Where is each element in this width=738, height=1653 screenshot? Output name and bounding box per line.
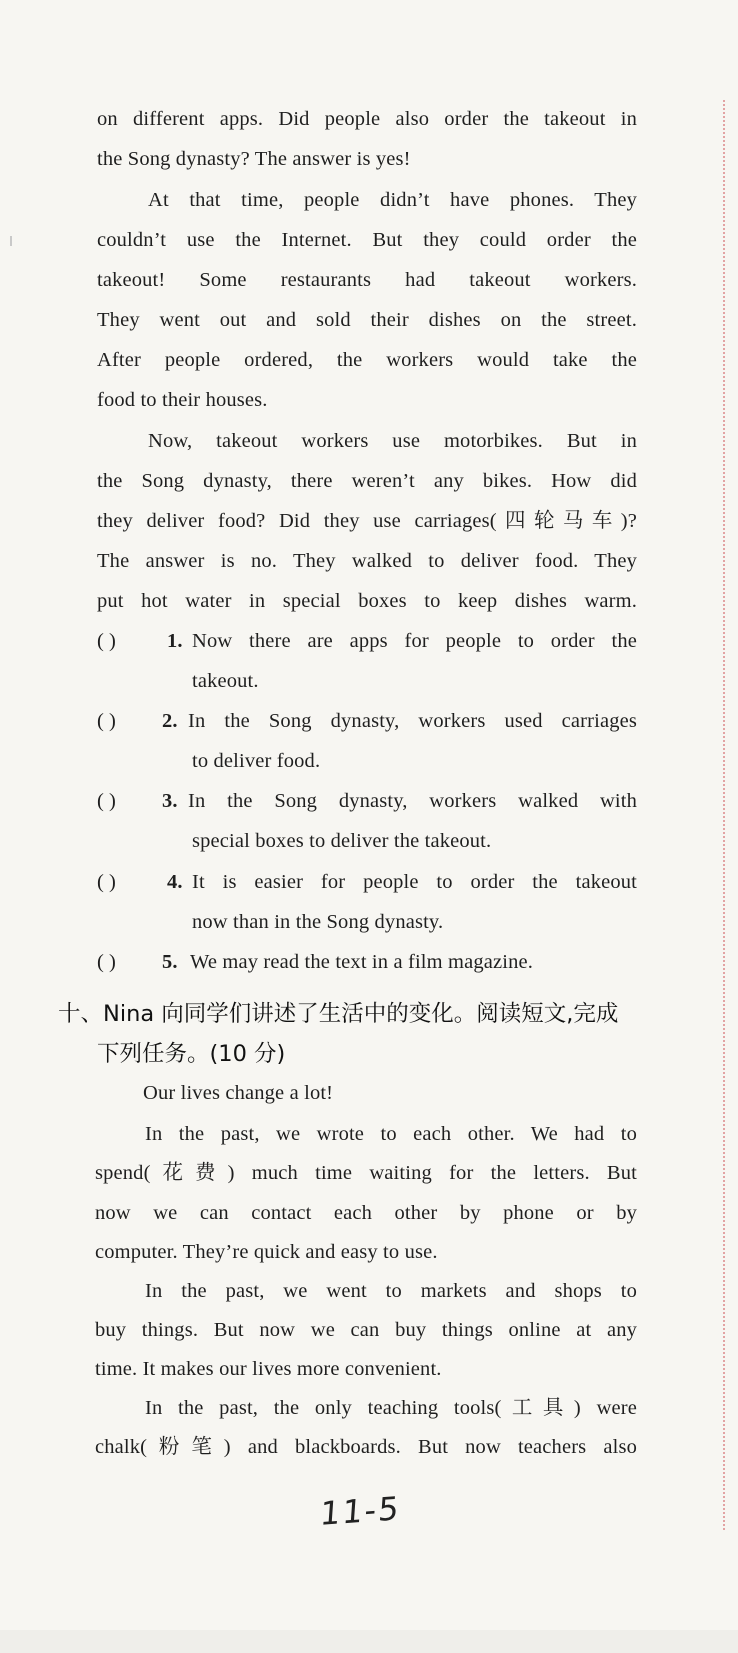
answer-blank[interactable]: ( ) [97, 871, 116, 893]
passage2-title: Our lives change a lot! [143, 1082, 334, 1104]
passage1-line: At that time, people didn’t have phones. They [148, 189, 637, 211]
passage2-line: In the past, we wrote to each other. We had to [145, 1123, 637, 1145]
page-number-handwritten: 11-5 [318, 1489, 402, 1533]
passage1-line: They went out and sold their dishes on the street. [97, 309, 637, 331]
passage1-line: the Song dynasty? The answer is yes! [97, 148, 411, 170]
passage1-line: The answer is no. They walked to deliver food. They [97, 550, 637, 572]
passage2-line: spend(花费) much time waiting for the letters. But [95, 1162, 637, 1184]
passage1-line: put hot water in special boxes to keep dishes warm. [97, 590, 637, 612]
scan-bottom-band [0, 1630, 738, 1653]
answer-blank[interactable]: ( ) [97, 790, 116, 812]
passage2-line: In the past, we went to markets and shops to [145, 1280, 637, 1302]
question-text: takeout. [192, 670, 259, 692]
question-text: It is easier for people to order the takeout [192, 871, 637, 893]
question-text: We may read the text in a film magazine. [190, 951, 534, 973]
passage2-line: now we can contact each other by phone or by [95, 1202, 637, 1224]
passage2-line: In the past, the only teaching tools(工具) were [145, 1397, 637, 1419]
answer-blank[interactable]: ( ) [97, 710, 116, 732]
section-heading: 下列任务。(10 分) [97, 1041, 286, 1067]
passage1-line: Now, takeout workers use motorbikes. But in [148, 430, 637, 452]
answer-blank[interactable]: ( ) [97, 951, 116, 973]
question-text: special boxes to deliver the takeout. [192, 830, 492, 852]
question-number: 5. [162, 951, 178, 973]
question-text: Now there are apps for people to order the [192, 630, 637, 652]
passage1-line: food to their houses. [97, 389, 268, 411]
margin-dotted-line [723, 100, 725, 1530]
question-number: 1. [167, 630, 183, 652]
question-number: 3. [162, 790, 178, 812]
passage2-line: computer. They’re quick and easy to use. [95, 1241, 438, 1263]
passage1-line: couldn’t use the Internet. But they could order the [97, 229, 637, 251]
answer-blank[interactable]: ( ) [97, 630, 116, 652]
passage2-line: buy things. But now we can buy things online at any [95, 1319, 637, 1341]
question-number: 2. [162, 710, 178, 732]
passage1-line: the Song dynasty, there weren’t any bikes. How did [97, 470, 637, 492]
passage1-line: After people ordered, the workers would take the [97, 349, 637, 371]
question-text: now than in the Song dynasty. [192, 911, 444, 933]
question-text: to deliver food. [192, 750, 321, 772]
passage1-line: they deliver food? Did they use carriages(四轮马车)? [97, 510, 637, 532]
question-number: 4. [167, 871, 183, 893]
section-heading: 十、Nina 向同学们讲述了生活中的变化。阅读短文,完成 [58, 1001, 619, 1027]
passage2-line: time. It makes our lives more convenient. [95, 1358, 442, 1380]
passage2-line: chalk(粉笔) and blackboards. But now teachers also [95, 1436, 637, 1458]
question-text: In the Song dynasty, workers walked with [188, 790, 637, 812]
passage1-line: on different apps. Did people also order the takeout in [97, 108, 637, 130]
passage1-line: takeout! Some restaurants had takeout workers. [97, 269, 637, 291]
scan-speck [10, 236, 12, 246]
question-text: In the Song dynasty, workers used carriages [188, 710, 637, 732]
